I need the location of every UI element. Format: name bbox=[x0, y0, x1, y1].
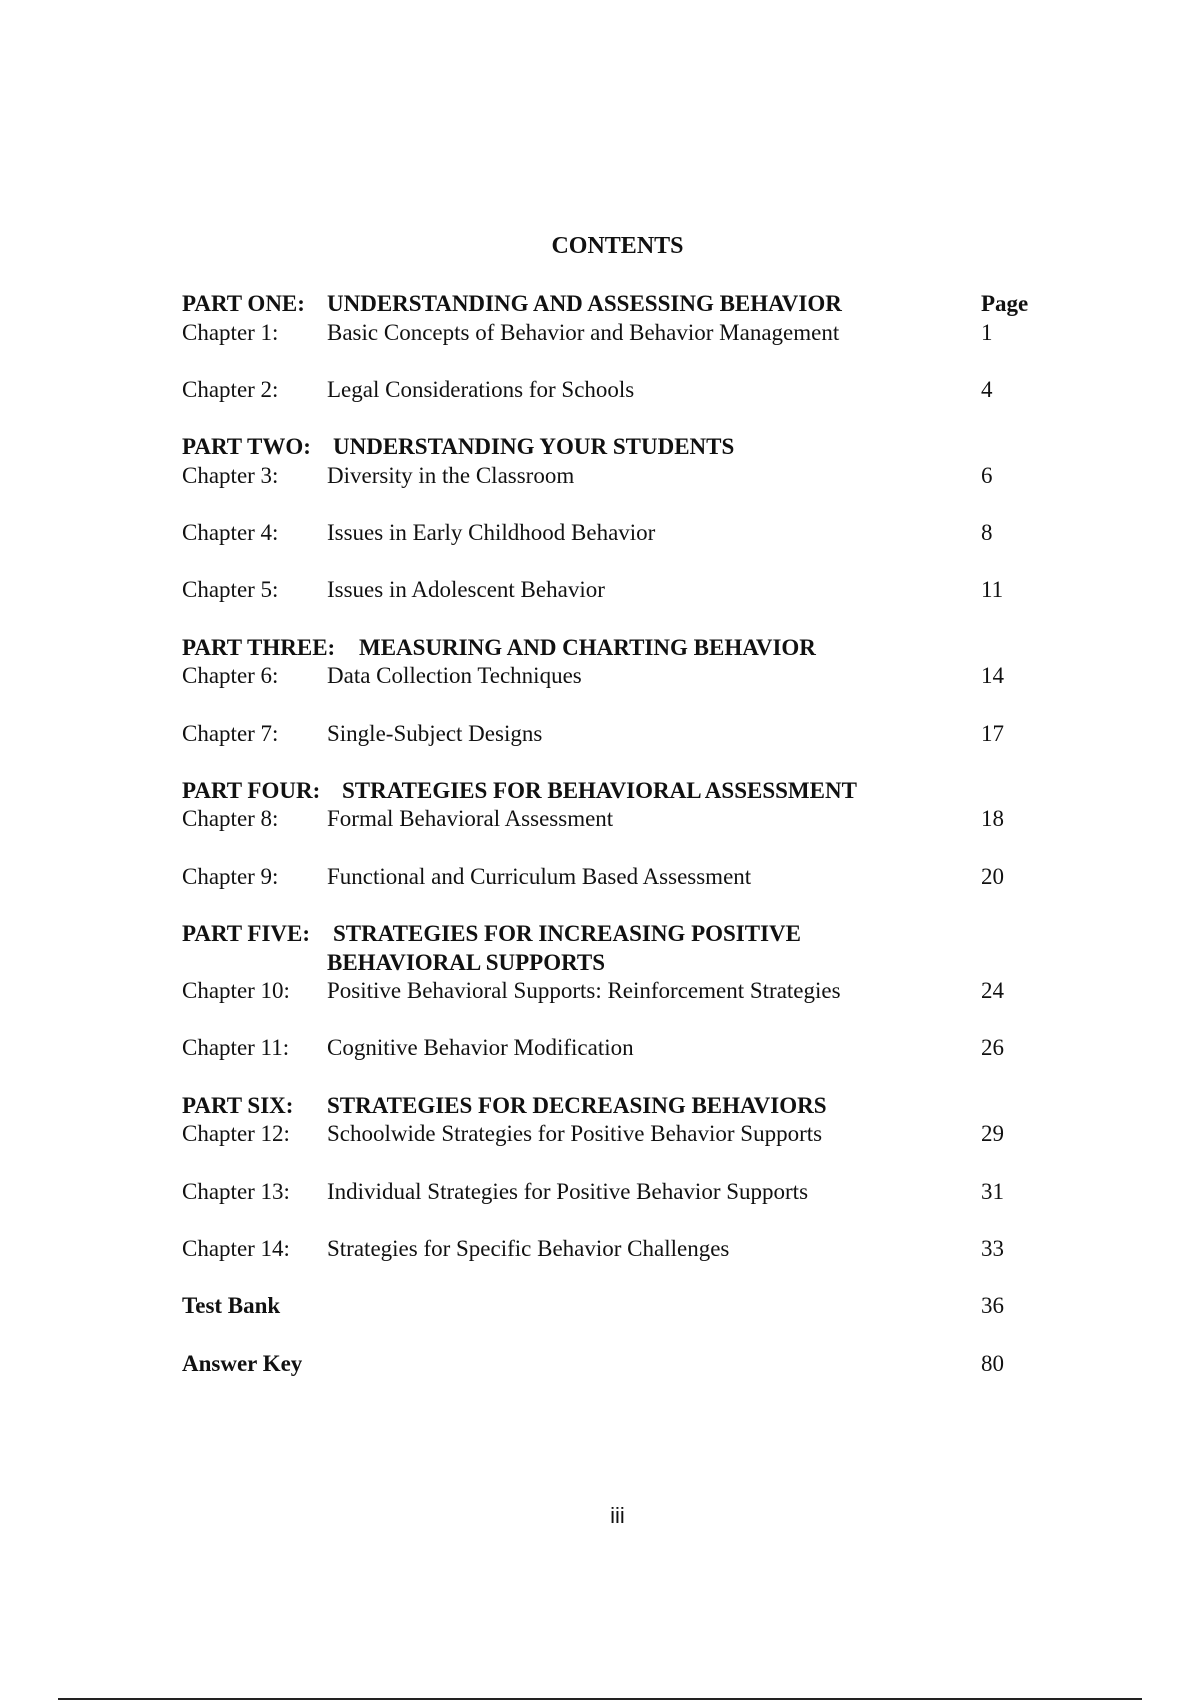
page-number: 6 bbox=[981, 463, 993, 488]
chapter-title: Single-Subject Designs bbox=[327, 721, 543, 746]
chapter-title: Issues in Early Childhood Behavior bbox=[327, 520, 656, 545]
toc-entry[interactable] bbox=[0, 1177, 1200, 1207]
chapter-title: Basic Concepts of Behavior and Behavior Management bbox=[327, 320, 840, 345]
chapter-label: Chapter 14: bbox=[182, 1236, 290, 1261]
chapter-label: Chapter 2: bbox=[182, 377, 279, 402]
toc-entry[interactable] bbox=[0, 1033, 1200, 1063]
chapter-label: Chapter 9: bbox=[182, 864, 279, 889]
part-label: PART FIVE: bbox=[182, 921, 311, 946]
page-number: 4 bbox=[981, 377, 993, 402]
part-title: STRATEGIES FOR INCREASING POSITIVE bbox=[333, 921, 801, 946]
part-heading bbox=[0, 633, 1200, 663]
chapter-label: Chapter 5: bbox=[182, 577, 279, 602]
toc-entry[interactable] bbox=[0, 518, 1200, 548]
toc-entry[interactable] bbox=[0, 318, 1200, 348]
page-folio: iii bbox=[610, 1503, 625, 1528]
toc-entry[interactable] bbox=[0, 1119, 1200, 1149]
page-number: 18 bbox=[981, 806, 1004, 831]
page-number: 24 bbox=[981, 978, 1004, 1003]
page-number: 17 bbox=[981, 721, 1004, 746]
chapter-title: Formal Behavioral Assessment bbox=[327, 806, 614, 831]
toc-entry[interactable] bbox=[0, 575, 1200, 605]
toc-entry[interactable] bbox=[0, 461, 1200, 491]
chapter-title: Individual Strategies for Positive Behavior Supports bbox=[327, 1179, 809, 1204]
chapter-title: Issues in Adolescent Behavior bbox=[327, 577, 605, 602]
page-number: 33 bbox=[981, 1236, 1004, 1261]
page-number: 29 bbox=[981, 1121, 1004, 1146]
part-heading bbox=[0, 1091, 1200, 1121]
page-number: 20 bbox=[981, 864, 1004, 889]
part-label: PART ONE: bbox=[182, 291, 305, 316]
toc-entry-test-bank[interactable] bbox=[0, 1291, 1200, 1321]
entry-label: Answer Key bbox=[182, 1351, 303, 1376]
chapter-title: Cognitive Behavior Modification bbox=[327, 1035, 634, 1060]
part-label: PART SIX: bbox=[182, 1093, 294, 1118]
toc-entry[interactable] bbox=[0, 1234, 1200, 1264]
chapter-label: Chapter 10: bbox=[182, 978, 290, 1003]
chapter-title: Strategies for Specific Behavior Challenges bbox=[327, 1236, 730, 1261]
part-title: STRATEGIES FOR DECREASING BEHAVIORS bbox=[327, 1093, 827, 1118]
chapter-label: Chapter 8: bbox=[182, 806, 279, 831]
chapter-label: Chapter 1: bbox=[182, 320, 279, 345]
toc-entry[interactable] bbox=[0, 661, 1200, 691]
part-title: MEASURING AND CHARTING BEHAVIOR bbox=[359, 635, 816, 660]
chapter-title: Legal Considerations for Schools bbox=[327, 377, 635, 402]
toc-entry[interactable] bbox=[0, 719, 1200, 749]
chapter-label: Chapter 7: bbox=[182, 721, 279, 746]
page-number: 80 bbox=[981, 1351, 1004, 1376]
chapter-title: Functional and Curriculum Based Assessment bbox=[327, 864, 752, 889]
toc-entry-answer-key[interactable] bbox=[0, 1349, 1200, 1379]
part-heading-continued bbox=[0, 948, 1200, 978]
page-number: 36 bbox=[981, 1293, 1004, 1318]
toc-entry[interactable] bbox=[0, 375, 1200, 405]
page-number: 26 bbox=[981, 1035, 1004, 1060]
chapter-label: Chapter 4: bbox=[182, 520, 279, 545]
chapter-label: Chapter 11: bbox=[182, 1035, 290, 1060]
chapter-label: Chapter 12: bbox=[182, 1121, 290, 1146]
chapter-label: Chapter 3: bbox=[182, 463, 279, 488]
entry-label: Test Bank bbox=[182, 1293, 281, 1318]
toc-entry[interactable] bbox=[0, 804, 1200, 834]
part-heading bbox=[0, 432, 1200, 462]
part-title-continued: BEHAVIORAL SUPPORTS bbox=[327, 950, 606, 975]
page-column-header: Page bbox=[981, 291, 1029, 316]
part-title: STRATEGIES FOR BEHAVIORAL ASSESSMENT bbox=[342, 778, 857, 803]
part-heading bbox=[0, 289, 1200, 319]
page-number: 8 bbox=[981, 520, 993, 545]
page-number: 31 bbox=[981, 1179, 1004, 1204]
part-title: UNDERSTANDING YOUR STUDENTS bbox=[333, 434, 735, 459]
part-label: PART FOUR: bbox=[182, 778, 321, 803]
chapter-title: Diversity in the Classroom bbox=[327, 463, 575, 488]
part-heading bbox=[0, 776, 1200, 806]
chapter-title: Schoolwide Strategies for Positive Behavior Supports bbox=[327, 1121, 823, 1146]
chapter-title: Positive Behavioral Supports: Reinforcement Strategies bbox=[327, 978, 841, 1003]
chapter-label: Chapter 13: bbox=[182, 1179, 290, 1204]
page-number: 1 bbox=[981, 320, 993, 345]
chapter-title: Data Collection Techniques bbox=[327, 663, 582, 688]
chapter-label: Chapter 6: bbox=[182, 663, 279, 688]
page-title: CONTENTS bbox=[551, 233, 684, 259]
toc-entry[interactable] bbox=[0, 862, 1200, 892]
part-heading bbox=[0, 919, 1200, 949]
toc-entry[interactable] bbox=[0, 976, 1200, 1006]
part-label: PART TWO: bbox=[182, 434, 311, 459]
part-title: UNDERSTANDING AND ASSESSING BEHAVIOR bbox=[327, 291, 842, 316]
part-label: PART THREE: bbox=[182, 635, 336, 660]
page-number: 14 bbox=[981, 663, 1004, 688]
page-number: 11 bbox=[981, 577, 1004, 602]
